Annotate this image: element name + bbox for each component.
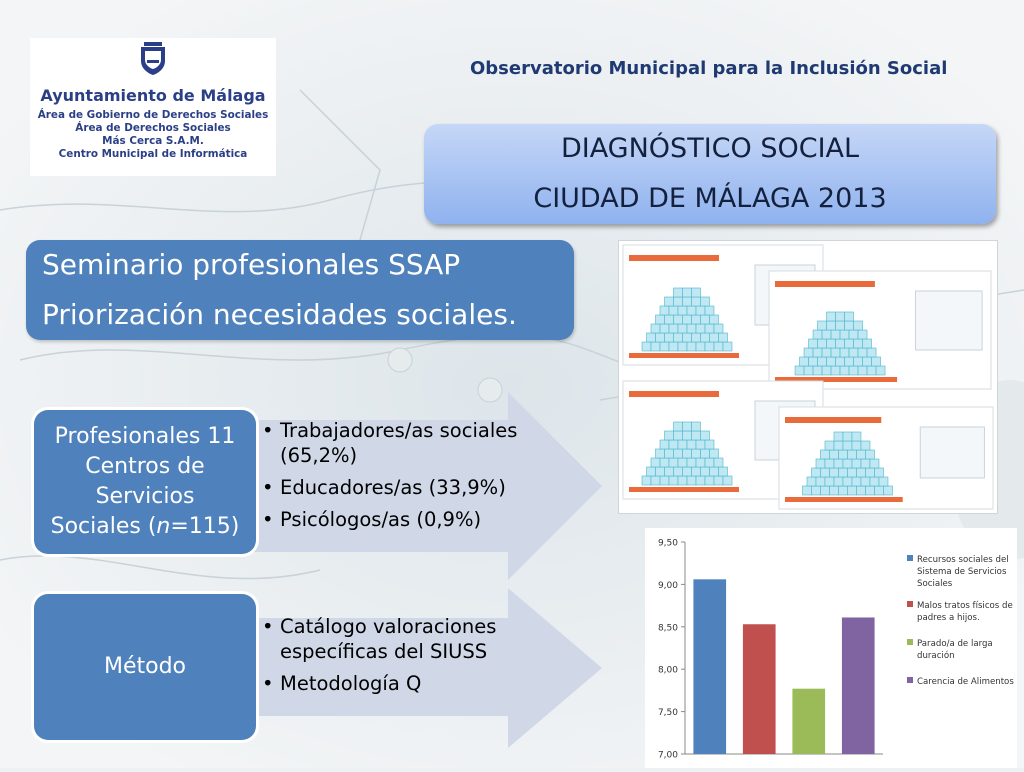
sheet-cell bbox=[647, 333, 656, 342]
seminario-line-2: Priorización necesidades sociales. bbox=[42, 298, 517, 331]
sheet-cell bbox=[710, 315, 719, 324]
sheet-side-panel bbox=[916, 291, 983, 350]
sheet-cell bbox=[696, 440, 705, 449]
sheet-cell bbox=[879, 477, 888, 486]
sheet-cell bbox=[804, 366, 813, 375]
profesionales-line-4-post: =115) bbox=[170, 514, 240, 539]
sheet-cell bbox=[669, 440, 678, 449]
sheet-cell bbox=[642, 476, 651, 485]
sheet-cell bbox=[660, 458, 669, 467]
sheet-cell bbox=[843, 459, 852, 468]
sheet-cell bbox=[687, 306, 696, 315]
sheet-cell bbox=[714, 324, 723, 333]
sheet-cell bbox=[696, 458, 705, 467]
sheet-cell bbox=[836, 321, 845, 330]
sheet-header-row bbox=[629, 391, 719, 397]
ayuntamiento-logo bbox=[30, 38, 276, 176]
sheet-cell bbox=[683, 288, 692, 297]
sheet-cell bbox=[705, 476, 714, 485]
sheet-cell bbox=[701, 431, 710, 440]
sheet-cell bbox=[856, 486, 865, 495]
sheet-cell bbox=[849, 366, 858, 375]
sheet-cell bbox=[678, 324, 687, 333]
profesionales-line-2: Centros de bbox=[85, 454, 205, 479]
sheet-cell bbox=[816, 459, 825, 468]
sheet-cell bbox=[656, 467, 665, 476]
sheet-cell bbox=[678, 476, 687, 485]
sheet-cell bbox=[845, 357, 854, 366]
sheet-cell bbox=[669, 476, 678, 485]
sheet-cell bbox=[674, 333, 683, 342]
sheet-cell bbox=[865, 486, 874, 495]
sheet-cell bbox=[674, 431, 683, 440]
sheet-cell bbox=[858, 330, 867, 339]
bar bbox=[842, 617, 875, 754]
sheet-cell bbox=[701, 467, 710, 476]
sheet-cell bbox=[852, 477, 861, 486]
legend-label: Malos tratos físicos de bbox=[917, 601, 1013, 611]
sheet-cell bbox=[683, 467, 692, 476]
bar bbox=[792, 689, 825, 754]
sheet-cell bbox=[660, 440, 669, 449]
sheet-cell bbox=[813, 366, 822, 375]
y-tick-label: 9,50 bbox=[657, 538, 678, 549]
sheet-cell bbox=[669, 342, 678, 351]
sheet-cell bbox=[845, 312, 854, 321]
sheet-cell bbox=[692, 422, 701, 431]
sheet-cell bbox=[847, 450, 856, 459]
sheet-cell bbox=[825, 477, 834, 486]
sheet-cell bbox=[714, 342, 723, 351]
sheet-cell bbox=[834, 477, 843, 486]
sheet-cell bbox=[820, 486, 829, 495]
sheet-cell bbox=[861, 459, 870, 468]
sheet-cell bbox=[683, 431, 692, 440]
sheet-cell bbox=[847, 468, 856, 477]
sheet-cell bbox=[874, 468, 883, 477]
sheet-cell bbox=[852, 432, 861, 441]
sheet-cell bbox=[874, 486, 883, 495]
sheet-cell bbox=[710, 449, 719, 458]
sheet-cell bbox=[858, 348, 867, 357]
sheet-cell bbox=[867, 366, 876, 375]
profesionales-box bbox=[34, 410, 256, 554]
sheet-cell bbox=[692, 288, 701, 297]
bar bbox=[693, 579, 726, 754]
legend-swatch bbox=[907, 601, 913, 607]
sheet-cell bbox=[647, 467, 656, 476]
sheet-cell bbox=[818, 339, 827, 348]
sheet-cell bbox=[852, 441, 861, 450]
sheet-header-row bbox=[785, 417, 881, 423]
sheet-cell bbox=[829, 468, 838, 477]
sheet-cell bbox=[834, 441, 843, 450]
sheet-cell bbox=[710, 467, 719, 476]
sheet-cell bbox=[705, 342, 714, 351]
y-tick-label: 7,00 bbox=[657, 750, 678, 761]
sheet-cell bbox=[870, 477, 879, 486]
sheet-footer-row bbox=[629, 487, 739, 492]
list-item: • Psicólogos/as (0,9%) bbox=[258, 507, 528, 532]
sheet-cell bbox=[818, 357, 827, 366]
sheet-cell bbox=[800, 357, 809, 366]
diagnostico-line-2: CIUDAD DE MÁLAGA 2013 bbox=[533, 183, 887, 214]
sheet-cell bbox=[840, 330, 849, 339]
sheet-cell bbox=[705, 324, 714, 333]
sheet-cell bbox=[701, 315, 710, 324]
sheet-cell bbox=[687, 476, 696, 485]
sheet-cell bbox=[838, 486, 847, 495]
sheet-footer-row bbox=[629, 353, 739, 358]
sheet-cell bbox=[809, 357, 818, 366]
sheet-cell bbox=[674, 288, 683, 297]
sheet-cell bbox=[854, 357, 863, 366]
logo-line-3: Más Cerca S.A.M. bbox=[102, 135, 204, 147]
sheet-cell bbox=[642, 342, 651, 351]
profesionales-list bbox=[258, 418, 528, 539]
diagnostico-line-1: DIAGNÓSTICO SOCIAL bbox=[560, 133, 860, 164]
sheet-cell bbox=[876, 366, 885, 375]
sheet-cell bbox=[811, 468, 820, 477]
sheet-cell bbox=[861, 477, 870, 486]
metodo-list bbox=[258, 614, 528, 703]
sheet-cell bbox=[665, 449, 674, 458]
legend-label: duración bbox=[917, 651, 955, 661]
sheet-cell bbox=[678, 342, 687, 351]
page-title: Observatorio Municipal para la Inclusión Social bbox=[470, 58, 948, 79]
sheet-cell bbox=[827, 357, 836, 366]
sheet-cell bbox=[802, 486, 811, 495]
sheet-cell bbox=[856, 468, 865, 477]
sheet-cell bbox=[840, 366, 849, 375]
sheet-cell bbox=[660, 342, 669, 351]
sheet-cell bbox=[883, 486, 892, 495]
sheet-cell bbox=[701, 449, 710, 458]
sheet-cell bbox=[678, 458, 687, 467]
sheet-cell bbox=[714, 458, 723, 467]
sheet-cell bbox=[843, 432, 852, 441]
sheet-cell bbox=[674, 467, 683, 476]
sheet-cell bbox=[692, 467, 701, 476]
sheet-cell bbox=[872, 357, 881, 366]
sheet-cell bbox=[714, 476, 723, 485]
diagnostico-banner bbox=[424, 124, 996, 224]
sheet-cell bbox=[854, 339, 863, 348]
sheet-cell bbox=[843, 477, 852, 486]
sheet-cell bbox=[692, 449, 701, 458]
sheet-cell bbox=[669, 324, 678, 333]
sheet-cell bbox=[795, 366, 804, 375]
spreadsheet-thumbnail-image bbox=[619, 241, 997, 513]
sheet-cell bbox=[660, 324, 669, 333]
spreadsheet-thumbnail bbox=[618, 240, 998, 514]
sheet-cell bbox=[705, 306, 714, 315]
sheet-cell bbox=[861, 441, 870, 450]
logo-line-4: Centro Municipal de Informática bbox=[58, 148, 248, 160]
y-tick-label: 8,00 bbox=[657, 665, 678, 676]
sheet-cell bbox=[827, 339, 836, 348]
sheet-cell bbox=[665, 333, 674, 342]
sheet-cell bbox=[705, 440, 714, 449]
sheet-cell bbox=[683, 422, 692, 431]
bar bbox=[743, 624, 776, 754]
sheet-cell bbox=[656, 449, 665, 458]
sheet-cell bbox=[813, 348, 822, 357]
sheet-cell bbox=[831, 366, 840, 375]
sheet-cell bbox=[831, 348, 840, 357]
sheet-cell bbox=[687, 458, 696, 467]
legend-swatch bbox=[907, 639, 913, 645]
sheet-cell bbox=[854, 321, 863, 330]
sheet-cell bbox=[674, 422, 683, 431]
sheet-cell bbox=[692, 297, 701, 306]
sheet-cell bbox=[683, 315, 692, 324]
sheet-cell bbox=[809, 339, 818, 348]
sheet-cell bbox=[858, 366, 867, 375]
sheet-cell bbox=[687, 342, 696, 351]
sheet-cell bbox=[696, 324, 705, 333]
sheet-cell bbox=[825, 441, 834, 450]
legend-label: Sociales bbox=[917, 579, 953, 589]
y-tick-label: 8,50 bbox=[657, 623, 678, 634]
sheet-cell bbox=[807, 477, 816, 486]
sheet-cell bbox=[696, 342, 705, 351]
logo-org-name: Ayuntamiento de Málaga bbox=[40, 86, 266, 105]
sheet-cell bbox=[669, 458, 678, 467]
sheet-cell bbox=[825, 459, 834, 468]
bar-chart bbox=[645, 528, 1017, 768]
legend-swatch bbox=[907, 555, 913, 561]
sheet-cell bbox=[665, 297, 674, 306]
sheet-cell bbox=[692, 315, 701, 324]
sheet-cell bbox=[867, 348, 876, 357]
sheet-cell bbox=[665, 431, 674, 440]
legend-label: Recursos sociales del bbox=[917, 555, 1009, 565]
sheet-cell bbox=[827, 312, 836, 321]
sheet-cell bbox=[665, 467, 674, 476]
sheet-cell bbox=[674, 297, 683, 306]
sheet-cell bbox=[651, 342, 660, 351]
sheet-cell bbox=[701, 333, 710, 342]
sheet-cell bbox=[845, 321, 854, 330]
sheet-cell bbox=[856, 450, 865, 459]
legend-swatch bbox=[907, 677, 913, 683]
sheet-cell bbox=[696, 306, 705, 315]
profesionales-line-3: Servicios bbox=[95, 484, 195, 509]
sheet-header-row bbox=[775, 281, 875, 287]
sheet-cell bbox=[683, 333, 692, 342]
sheet-cell bbox=[651, 458, 660, 467]
sheet-cell bbox=[865, 468, 874, 477]
sheet-cell bbox=[820, 468, 829, 477]
sheet-cell bbox=[849, 330, 858, 339]
sheet-cell bbox=[847, 486, 856, 495]
sheet-side-panel bbox=[920, 427, 984, 478]
sheet-cell bbox=[865, 450, 874, 459]
sheet-cell bbox=[656, 333, 665, 342]
sheet-cell bbox=[656, 315, 665, 324]
sheet-cell bbox=[687, 324, 696, 333]
logo-subtitle bbox=[30, 109, 276, 161]
profesionales-line-1: Profesionales 11 bbox=[54, 424, 236, 449]
y-tick-label: 9,00 bbox=[657, 580, 678, 591]
sheet-cell bbox=[692, 333, 701, 342]
metodo-label: Método bbox=[103, 654, 187, 679]
sheet-cell bbox=[822, 366, 831, 375]
sheet-cell bbox=[701, 297, 710, 306]
sheet-cell bbox=[710, 333, 719, 342]
legend-label: padres a hijos. bbox=[917, 613, 980, 623]
sheet-cell bbox=[829, 450, 838, 459]
sheet-cell bbox=[822, 330, 831, 339]
sheet-cell bbox=[831, 330, 840, 339]
sheet-cell bbox=[822, 348, 831, 357]
y-tick-label: 7,50 bbox=[657, 708, 678, 719]
coat-of-arms-icon bbox=[138, 40, 168, 76]
sheet-cell bbox=[696, 476, 705, 485]
sheet-cell bbox=[687, 440, 696, 449]
sheet-cell bbox=[836, 357, 845, 366]
profesionales-line-4-pre: Sociales ( bbox=[50, 514, 157, 539]
sheet-cell bbox=[719, 467, 728, 476]
sheet-cell bbox=[820, 450, 829, 459]
sheet-header-row bbox=[629, 255, 719, 261]
sheet-cell bbox=[813, 330, 822, 339]
list-item: • Metodología Q bbox=[258, 671, 528, 696]
sheet-cell bbox=[723, 342, 732, 351]
sheet-cell bbox=[674, 315, 683, 324]
sheet-cell bbox=[827, 321, 836, 330]
sheet-cell bbox=[660, 306, 669, 315]
sheet-cell bbox=[811, 486, 820, 495]
sheet-cell bbox=[674, 449, 683, 458]
sheet-cell bbox=[870, 459, 879, 468]
profesionales-line-4 bbox=[51, 512, 240, 542]
sheet-cell bbox=[845, 339, 854, 348]
legend-label: Sistema de Servicios bbox=[917, 567, 1007, 577]
sheet-cell bbox=[719, 333, 728, 342]
sheet-cell bbox=[834, 459, 843, 468]
list-item: • Catálogo valoraciones específicas del SIUSS bbox=[258, 614, 528, 664]
sheet-cell bbox=[849, 348, 858, 357]
sheet-cell bbox=[840, 348, 849, 357]
list-item: • Educadores/as (33,9%) bbox=[258, 475, 528, 500]
sheet-cell bbox=[678, 306, 687, 315]
sheet-cell bbox=[838, 468, 847, 477]
sheet-cell bbox=[818, 321, 827, 330]
sheet-cell bbox=[843, 441, 852, 450]
logo-line-1: Área de Gobierno de Derechos Sociales bbox=[37, 109, 269, 121]
sheet-cell bbox=[683, 297, 692, 306]
sheet-cell bbox=[836, 312, 845, 321]
sheet-cell bbox=[669, 306, 678, 315]
sheet-cell bbox=[723, 476, 732, 485]
sheet-cell bbox=[705, 458, 714, 467]
metodo-box bbox=[34, 594, 256, 740]
bar-chart-svg bbox=[645, 528, 1017, 768]
seminario-banner bbox=[26, 240, 574, 340]
sheet-cell bbox=[829, 486, 838, 495]
sheet-cell bbox=[804, 348, 813, 357]
sheet-cell bbox=[836, 339, 845, 348]
sheet-cell bbox=[678, 440, 687, 449]
seminario-line-1: Seminario profesionales SSAP bbox=[42, 248, 461, 281]
sheet-cell bbox=[660, 476, 669, 485]
sheet-cell bbox=[863, 339, 872, 348]
sheet-cell bbox=[816, 477, 825, 486]
sheet-cell bbox=[838, 450, 847, 459]
sheet-cell bbox=[863, 357, 872, 366]
sheet-cell bbox=[683, 449, 692, 458]
sheet-cell bbox=[852, 459, 861, 468]
sheet-cell bbox=[651, 476, 660, 485]
legend-label: Parado/a de larga bbox=[917, 639, 993, 649]
list-item: • Trabajadores/as sociales (65,2%) bbox=[258, 418, 528, 468]
profesionales-line-4-n: n bbox=[156, 514, 171, 539]
logo-line-2: Área de Derechos Sociales bbox=[75, 122, 231, 134]
sheet-footer-row bbox=[785, 497, 903, 502]
sheet-cell bbox=[692, 431, 701, 440]
sheet-cell bbox=[651, 324, 660, 333]
legend-label: Carencia de Alimentos bbox=[917, 677, 1014, 687]
sheet-cell bbox=[834, 432, 843, 441]
sheet-cell bbox=[665, 315, 674, 324]
